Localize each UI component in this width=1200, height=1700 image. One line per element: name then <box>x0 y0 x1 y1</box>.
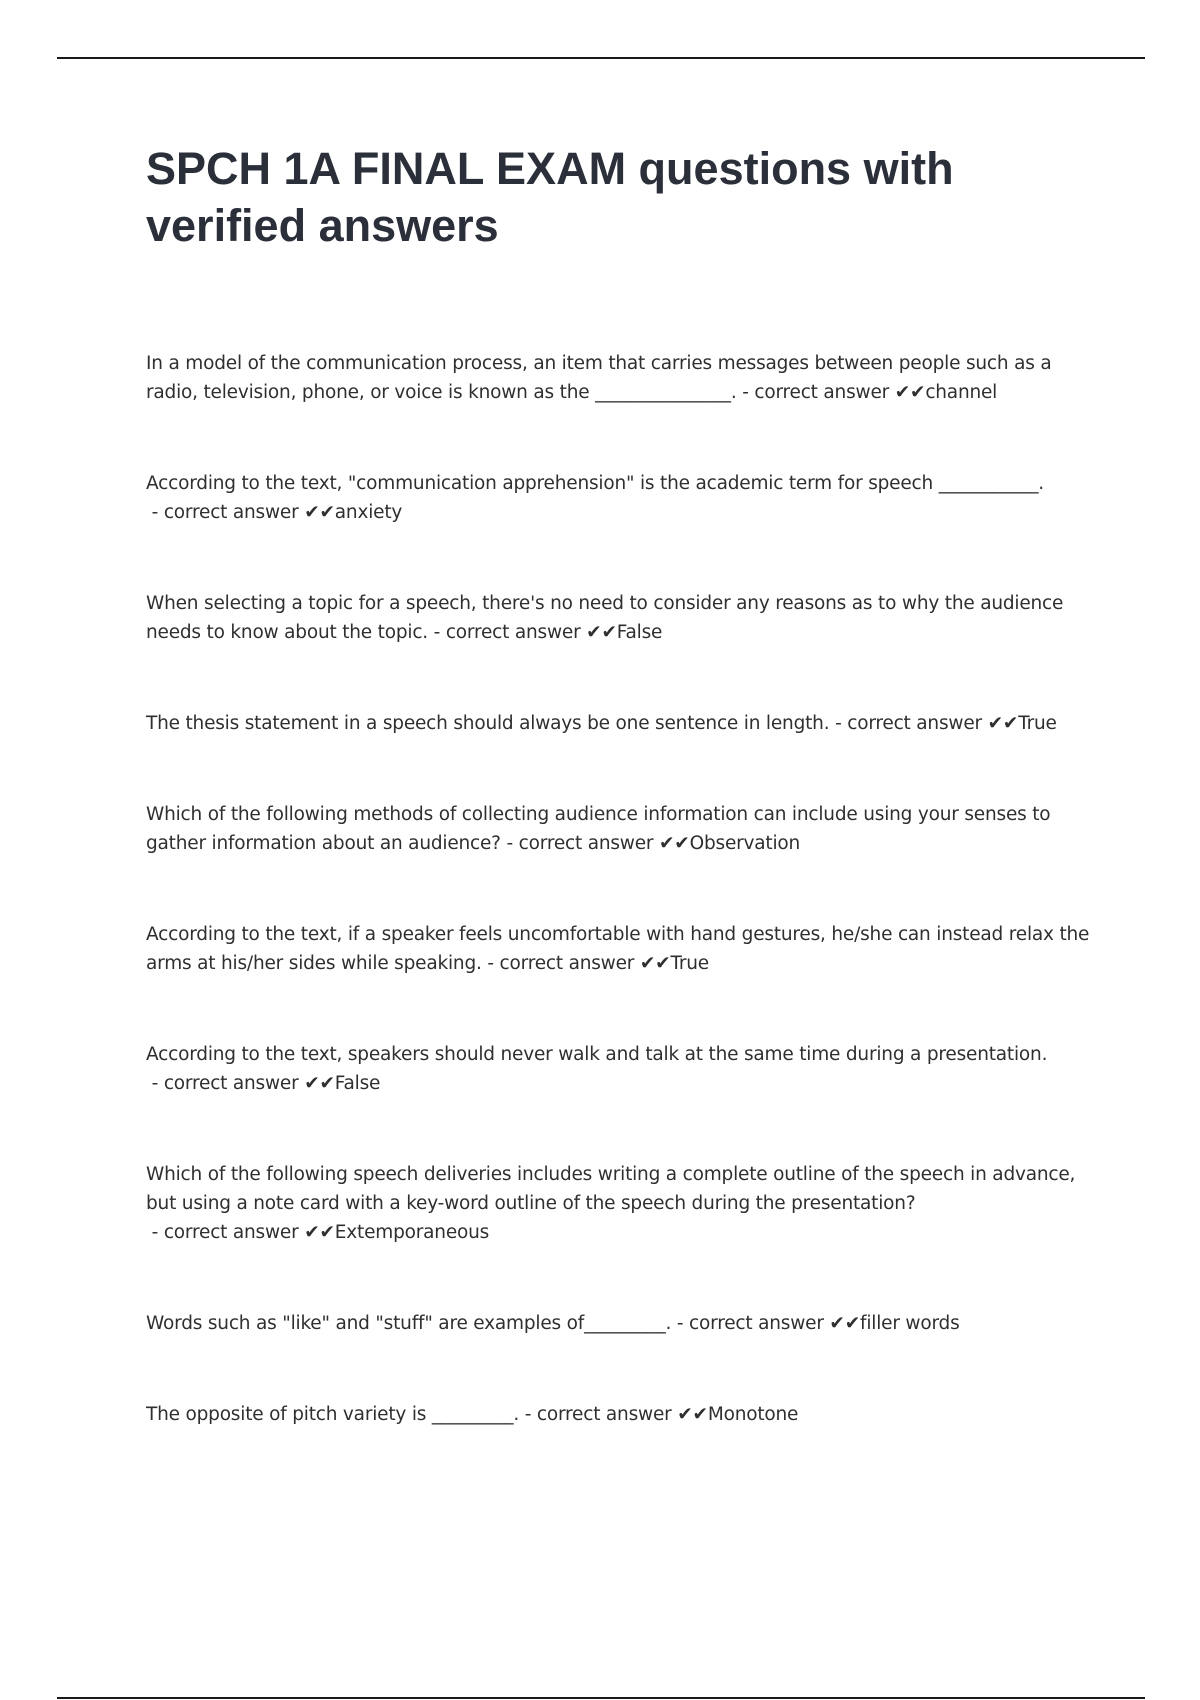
answer-text: channel <box>925 382 998 403</box>
question-text: According to the text, "communication apprehension" is the academic term for speech ___________. <box>146 473 1044 494</box>
qa-item <box>146 920 1091 978</box>
question-text: When selecting a topic for a speech, there's no need to consider any reasons as to why the audience needs to know about the topic. <box>146 593 1064 643</box>
qa-list <box>146 349 1091 1429</box>
question-text: The opposite of pitch variety is _________. <box>146 1404 520 1425</box>
answer-text: filler words <box>860 1313 960 1334</box>
answer-text: anxiety <box>334 502 403 523</box>
qa-item <box>146 1400 1091 1429</box>
qa-item <box>146 349 1091 407</box>
answer-prefix: - correct answer ✔✔ <box>829 713 1019 734</box>
qa-item <box>146 589 1091 647</box>
answer-prefix: - correct answer ✔✔ <box>481 953 671 974</box>
qa-item <box>146 1160 1091 1247</box>
qa-item <box>146 469 1091 527</box>
qa-item <box>146 1040 1091 1098</box>
answer-text: True <box>670 953 709 974</box>
document-title: SPCH 1A FINAL EXAM questions with verified answers <box>146 143 954 251</box>
answer-prefix: - correct answer ✔✔ <box>736 382 926 403</box>
document-body <box>146 140 1091 1491</box>
question-text: According to the text, speakers should never walk and talk at the same time during a presentation. <box>146 1044 1048 1065</box>
answer-prefix: - correct answer ✔✔ <box>146 502 335 523</box>
answer-text: Monotone <box>707 1404 799 1425</box>
answer-prefix: - correct answer ✔✔ <box>519 1404 708 1425</box>
answer-prefix: - correct answer ✔✔ <box>146 1073 335 1094</box>
question-text: The thesis statement in a speech should always be one sentence in length. <box>146 713 830 734</box>
question-text: Words such as "like" and "stuff" are examples of_________. <box>146 1313 672 1334</box>
answer-text: Extemporaneous <box>334 1222 490 1243</box>
answer-prefix: - correct answer ✔✔ <box>427 622 617 643</box>
answer-text: True <box>1018 713 1057 734</box>
answer-prefix: - correct answer ✔✔ <box>500 833 690 854</box>
bottom-rule <box>57 1697 1145 1699</box>
question-text: Which of the following methods of collecting audience information can include using your senses to gather information about an audience? <box>146 804 1051 854</box>
answer-prefix: - correct answer ✔✔ <box>671 1313 861 1334</box>
qa-item <box>146 800 1091 858</box>
question-text: In a model of the communication process, an item that carries messages between people such as a radio, television, phone, or voice is known as the _______________. <box>146 353 1052 403</box>
top-rule <box>57 57 1145 59</box>
answer-prefix: - correct answer ✔✔ <box>146 1222 335 1243</box>
answer-text: Observation <box>689 833 801 854</box>
question-text: Which of the following speech deliveries includes writing a complete outline of the speech in advance, but using a note card with a key-word outline of the speech during the presentation? <box>146 1164 1076 1214</box>
answer-text: False <box>334 1073 381 1094</box>
qa-item <box>146 709 1091 738</box>
qa-item <box>146 1309 1091 1338</box>
answer-text: False <box>616 622 663 643</box>
question-text: According to the text, if a speaker feels uncomfortable with hand gestures, he/she can instead relax the arms at his/her sides while speaking. <box>146 924 1090 974</box>
